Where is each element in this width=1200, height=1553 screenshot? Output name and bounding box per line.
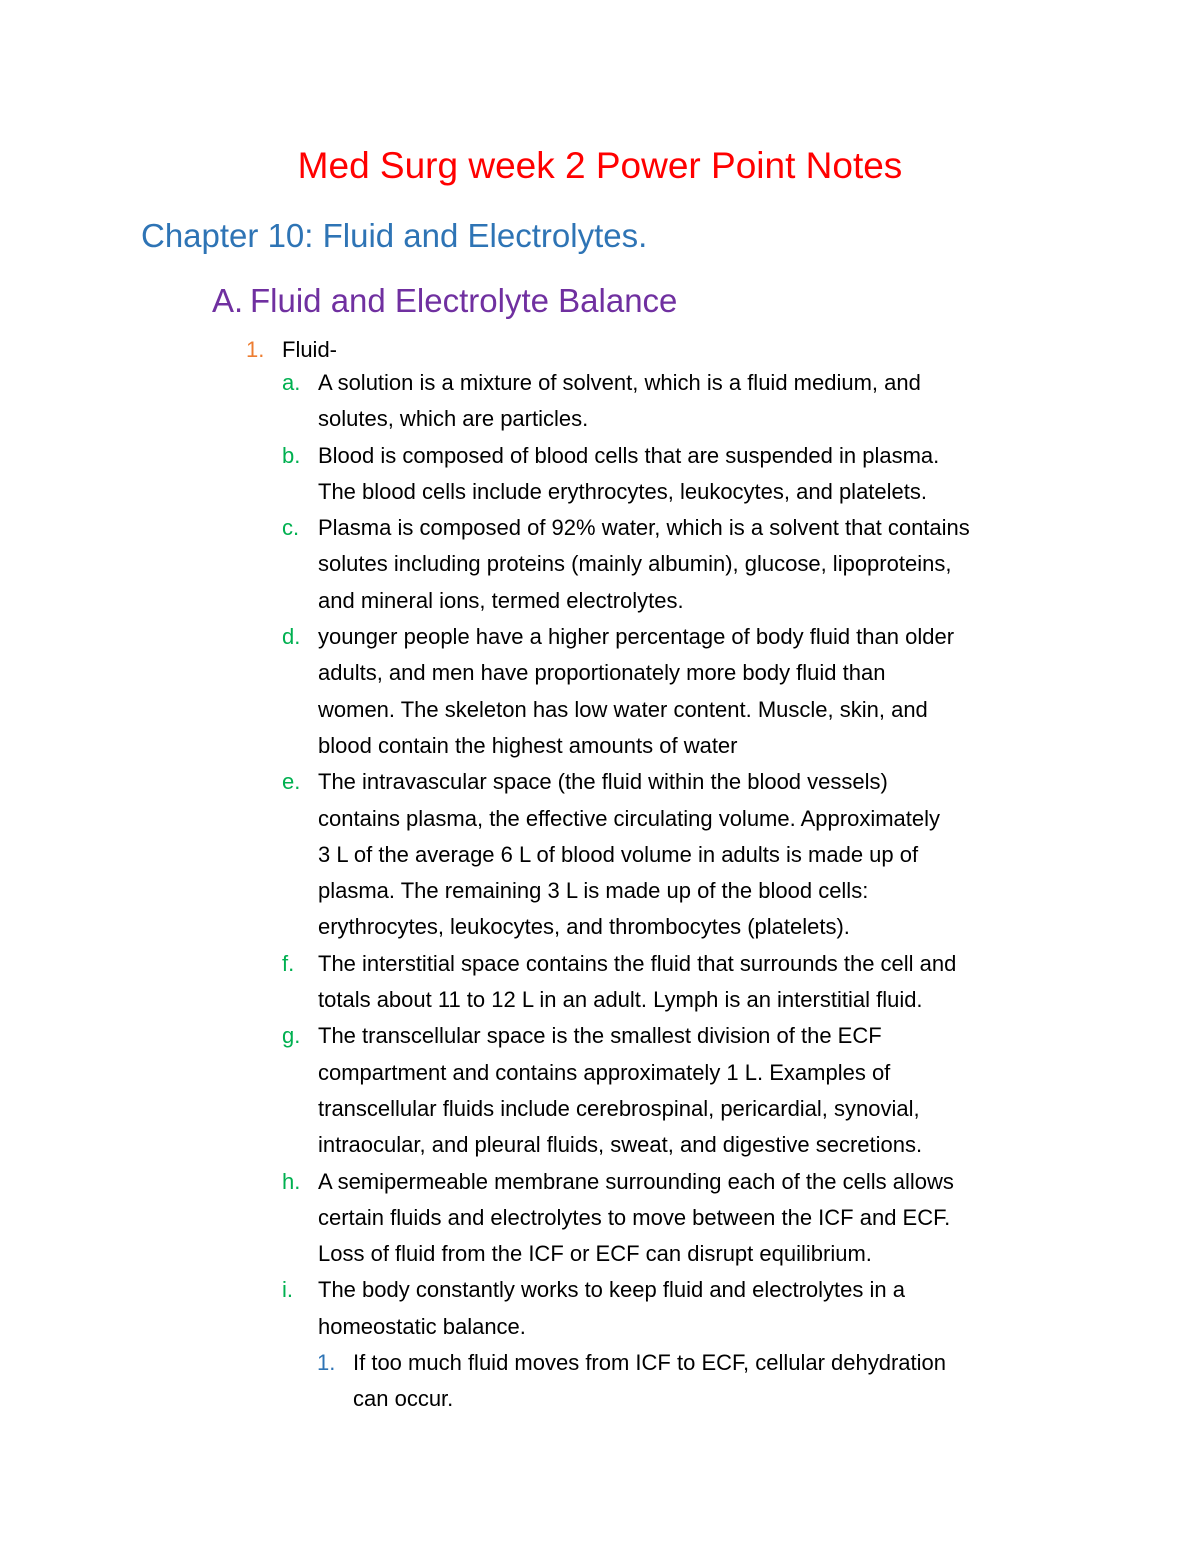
list-item-marker: g. xyxy=(282,1023,301,1049)
list-item-marker: a. xyxy=(282,370,301,395)
list-item xyxy=(282,1272,1082,1345)
list-item-text: The transcellular space is the smallest division of the ECF compartment and contains approximately 1 L. Examples of transcellular fluids include cerebrospinal, pericardial, synovial, intraocular, and pleural fluids, sweat, and digestive secretions. xyxy=(318,1023,923,1158)
section-heading xyxy=(212,277,677,325)
topic-marker: 1. xyxy=(246,337,265,362)
chapter-title: Chapter 10: Fluid and Electrolytes. xyxy=(141,217,648,254)
list-item-marker: e. xyxy=(282,769,301,795)
list-item xyxy=(282,438,1082,511)
section-marker: A. xyxy=(212,282,244,319)
topic-label: Fluid- xyxy=(282,337,338,362)
list-item-text: The interstitial space contains the fluid that surrounds the cell and totals about 11 to 12 L in an adult. Lymph is an interstitial fluid. xyxy=(318,950,957,1013)
list-item-marker: f. xyxy=(282,950,295,976)
list-item xyxy=(282,946,1082,1019)
sub-list-item xyxy=(282,1345,1082,1418)
list-item-marker: d. xyxy=(282,624,301,650)
list-item-marker: h. xyxy=(282,1168,301,1194)
list-item xyxy=(282,365,1082,438)
list-item-text: A semipermeable membrane surrounding each of the cells allows certain fluids and electrolytes to move between the ICF and ECF. Loss of fluid from the ICF or ECF can disrupt equilibrium. xyxy=(318,1168,954,1267)
list-item-marker: b. xyxy=(282,442,301,468)
sub-list-item-text: If too much fluid moves from ICF to ECF, cellular dehydration can occur. xyxy=(353,1350,947,1412)
list-item xyxy=(282,1018,1082,1163)
list-item-marker: c. xyxy=(282,515,300,541)
list-item-text: younger people have a higher percentage of body fluid than older adults, and men have proportionately more body fluid than women. The skeleton has low water content. Muscle, skin, and blood contain the highest amounts of water xyxy=(318,624,955,758)
document-title: Med Surg week 2 Power Point Notes xyxy=(297,145,903,186)
sub-list-item-marker: 1. xyxy=(317,1350,336,1376)
list-item-text: The intravascular space (the fluid within the blood vessels) contains plasma, the effective circulating volume. Approximately 3 L of the average 6 L of blood volume in adults is made up of plasma. The remaining 3 L is made up of the blood cells: erythrocytes, leukocytes, and thrombocytes (platelets). xyxy=(318,769,941,940)
fluid-notes-list xyxy=(282,365,1082,1418)
list-item-text: A solution is a mixture of solvent, which is a fluid medium, and solutes, which are particles. xyxy=(318,370,921,432)
list-item-text: Plasma is composed of 92% water, which is a solvent that contains solutes including proteins (mainly albumin), glucose, lipoproteins, and mineral ions, termed electrolytes. xyxy=(318,515,970,613)
section-heading-text: Fluid and Electrolyte Balance xyxy=(250,282,678,319)
list-item-marker: i. xyxy=(282,1277,293,1303)
list-item xyxy=(282,764,1082,945)
list-item xyxy=(282,1164,1082,1273)
list-item-text: The body constantly works to keep fluid and electrolytes in a homeostatic balance. xyxy=(318,1277,905,1339)
list-item xyxy=(282,619,1082,764)
topic-fluid xyxy=(246,332,337,368)
list-item-text: Blood is composed of blood cells that are suspended in plasma. The blood cells include erythrocytes, leukocytes, and platelets. xyxy=(318,442,940,504)
list-item xyxy=(282,510,1082,619)
